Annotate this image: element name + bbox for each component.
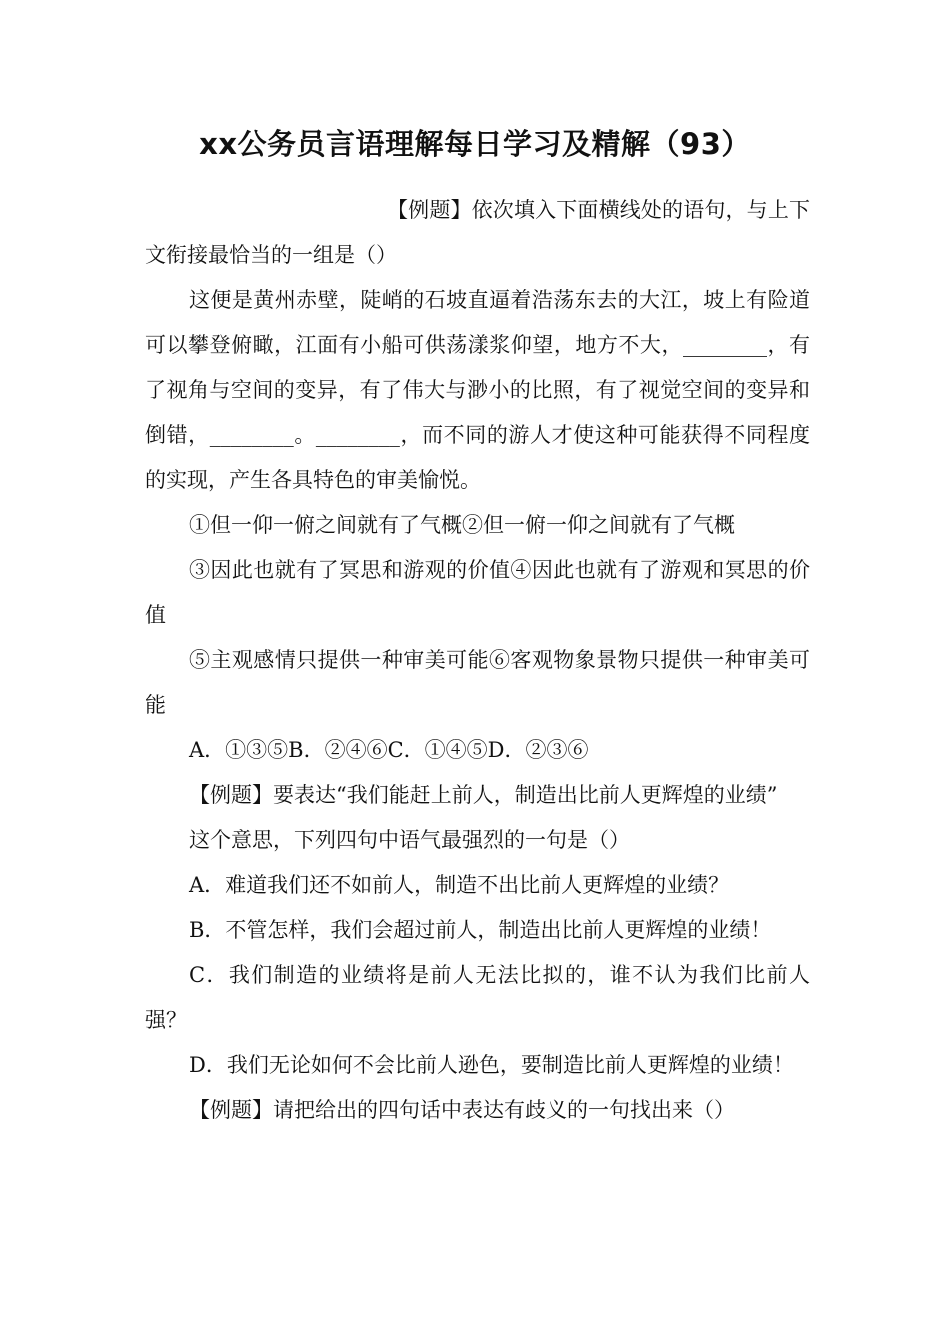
question-1-prompt: 【例题】依次填入下面横线处的语句，与上下文衔接最恰当的一组是（） — [145, 198, 810, 267]
question-2-choice-b: B．不管怎样，我们会超过前人，制造出比前人更辉煌的业绩！ — [189, 918, 772, 942]
question-1-options-3-4: ③因此也就有了冥思和游观的价值④因此也就有了游观和冥思的价值 — [145, 558, 810, 627]
question-2-choice-d: D．我们无论如何不会比前人逊色，要制造比前人更辉煌的业绩！ — [189, 1053, 794, 1077]
question-2-prompt-continued: 这个意思，下列四句中语气最强烈的一句是（） — [189, 828, 630, 852]
question-1-options-5-6: ⑤主观感情只提供一种审美可能⑥客观物象景物只提供一种审美可能 — [145, 648, 810, 717]
question-1-answer-choices: A．①③⑤B．②④⑥C．①④⑤D．②③⑥ — [189, 738, 589, 762]
question-2-choice-c: C．我们制造的业绩将是前人无法比拟的，谁不认为我们比前人强？ — [145, 963, 810, 1032]
question-2-prompt: 【例题】要表达“我们能赶上前人，制造出比前人更辉煌的业绩” — [189, 783, 778, 807]
document-body — [145, 188, 810, 1133]
question-1-passage: 这便是黄州赤壁，陡峭的石坡直逼着浩荡东去的大江，坡上有险道可以攀登俯瞰，江面有小船可供荡漾浆仰望，地方不大，________，有了视角与空间的变异，有了伟大与渺小的比照，有了视觉空间的变异和倒错，________。________，而不同的游人才使这种可能获得不同程度的实现，产生各具特色的审美愉悦。 — [145, 288, 810, 492]
question-2-choice-a: A．难道我们还不如前人，制造不出比前人更辉煌的业绩？ — [189, 873, 730, 897]
document-title: xx公务员言语理解每日学习及精解（93） — [199, 127, 751, 161]
question-3-prompt: 【例题】请把给出的四句话中表达有歧义的一句找出来（） — [189, 1098, 735, 1122]
question-1-options-1-2: ①但一仰一俯之间就有了气概②但一俯一仰之间就有了气概 — [189, 513, 735, 537]
